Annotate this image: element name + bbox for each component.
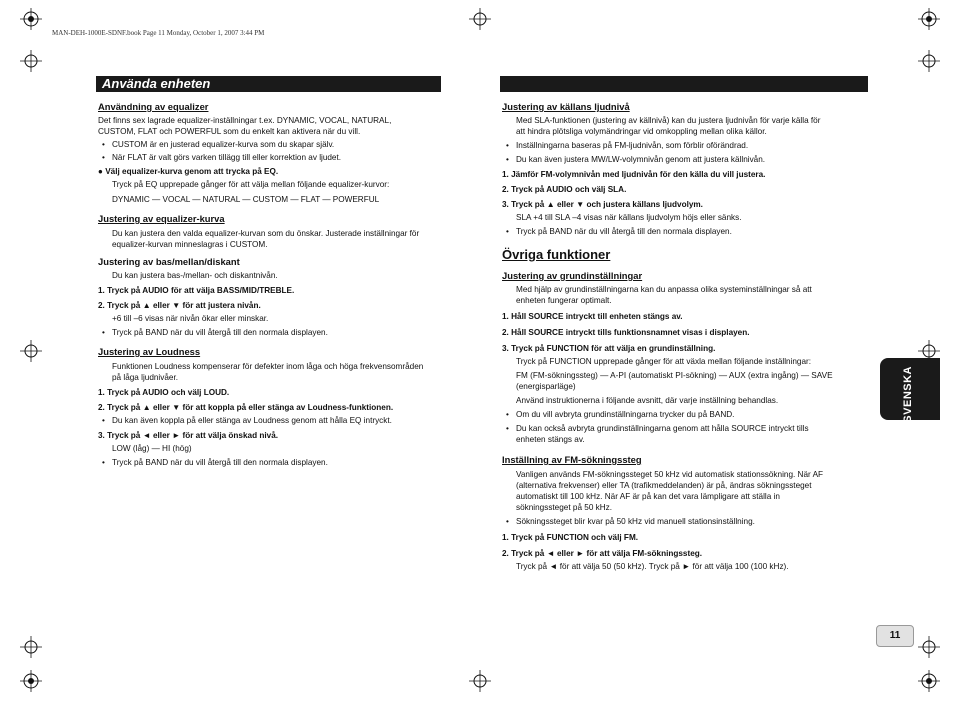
paragraph: (energisparläge) bbox=[516, 382, 576, 391]
registration-mark-icon bbox=[918, 8, 940, 30]
bullet-item: • CUSTOM är en justerad equalizer-kurva som du skapar själv. bbox=[98, 139, 458, 150]
registration-mark-icon bbox=[20, 340, 42, 362]
section-title: Justering av equalizer-kurva bbox=[98, 213, 225, 224]
bullet-item: • Om du vill avbryta grundinställningarna trycker du på BAND. bbox=[502, 409, 872, 420]
section-title: Justering av bas/mellan/diskant bbox=[98, 256, 240, 267]
registration-mark-icon bbox=[20, 636, 42, 658]
step: 2. Tryck på AUDIO och välj SLA. bbox=[502, 185, 627, 194]
registration-mark-icon bbox=[20, 50, 42, 72]
paragraph: equalizer-kurvan minneslagras i CUSTOM. bbox=[112, 240, 268, 249]
bullet-item: • När FLAT är valt görs varken tillägg till eller korrektion av ljudet. bbox=[98, 152, 458, 163]
equalizer-list: DYNAMIC — VOCAL — NATURAL — CUSTOM — FLAT — POWERFUL bbox=[112, 195, 380, 204]
registration-mark-icon bbox=[918, 670, 940, 692]
page-number: 11 bbox=[876, 625, 914, 647]
paragraph: Funktionen Loudness kompenserar för defekter inom låga och höga frekvensområden bbox=[112, 362, 424, 371]
paragraph: enheten stängs av. bbox=[516, 435, 585, 444]
step: ● Välj equalizer-kurva genom att trycka på EQ. bbox=[98, 167, 279, 176]
section-title: Justering av Loudness bbox=[98, 346, 201, 357]
bullet-item: • Inställningarna baseras på FM-ljudnivån, som förblir oförändrad. bbox=[502, 140, 872, 151]
section-title: Användning av equalizer bbox=[98, 101, 209, 112]
paragraph: SLA +4 till SLA –4 visas när källans ljudvolym höjs eller sänks. bbox=[516, 213, 742, 222]
paragraph: Du kan justera den valda equalizer-kurvan som du önskar. Justerade inställningar för bbox=[112, 229, 420, 238]
paragraph: Tryck på FUNCTION upprepade gånger för att växla mellan följande inställningar: bbox=[516, 357, 812, 366]
paragraph: FM (FM-sökningssteg) — A-PI (automatiskt PI-sökning) — AUX (extra ingång) — SAVE bbox=[516, 371, 833, 380]
paragraph: Det finns sex lagrade equalizer-inställningar t.ex. DYNAMIC, VOCAL, NATURAL, bbox=[98, 116, 392, 125]
registration-mark-icon bbox=[20, 670, 42, 692]
paragraph: LOW (låg) — HI (hög) bbox=[112, 444, 192, 453]
step: 1. Jämför FM-volymnivån med ljudnivån för den källa du vill justera. bbox=[502, 170, 766, 179]
step: 1. Tryck på AUDIO för att välja BASS/MID/TREBLE. bbox=[98, 286, 295, 295]
section-banner-right bbox=[500, 76, 868, 92]
paragraph: Tryck på EQ upprepade gånger för att välja mellan följande equalizer-kurvor: bbox=[112, 180, 390, 189]
right-column bbox=[502, 101, 872, 572]
bullet-item: • Tryck på BAND när du vill återgå till den normala displayen. bbox=[98, 327, 458, 338]
section-banner: Använda enheten bbox=[96, 76, 441, 92]
step: 2. Tryck på ▲ eller ▼ för att justera nivån. bbox=[98, 301, 261, 310]
step: 2. Tryck på ◄ eller ► för att välja FM-sökningssteg. bbox=[502, 549, 703, 558]
step: 3. Tryck på ▲ eller ▼ och justera källans ljudvolym. bbox=[502, 200, 703, 209]
step: 1. Tryck på FUNCTION och välj FM. bbox=[502, 533, 639, 542]
bullet-item: • Tryck på BAND när du vill återgå till den normala displayen. bbox=[98, 457, 458, 468]
registration-mark-icon bbox=[918, 636, 940, 658]
chapter-title: Övriga funktioner bbox=[502, 247, 611, 262]
paragraph: sökningssteget på 50 kHz. bbox=[516, 503, 613, 512]
language-tab-label: SVENSKA bbox=[902, 366, 914, 423]
paragraph: Med SLA-funktionen (justering av källnivå) kan du justera ljudnivån för varje källa för bbox=[516, 116, 821, 125]
registration-mark-icon bbox=[469, 670, 491, 692]
bullet-item: • Du kan också avbryta grundinställningarna genom att hålla SOURCE intryckt tills bbox=[502, 423, 872, 434]
step: 1. Tryck på AUDIO och välj LOUD. bbox=[98, 388, 230, 397]
paragraph: CUSTOM, FLAT och POWERFUL som du enkelt kan aktivera när du vill. bbox=[98, 127, 361, 136]
step: 3. Tryck på ◄ eller ► för att välja önskad nivå. bbox=[98, 431, 279, 440]
section-title: Justering av grundinställningar bbox=[502, 270, 643, 281]
left-column bbox=[98, 101, 458, 468]
registration-mark-icon bbox=[918, 50, 940, 72]
bullet-item: • Du kan även justera MW/LW-volymnivån genom att justera källnivån. bbox=[502, 154, 872, 165]
bullet-item: • Tryck på BAND när du vill återgå till den normala displayen. bbox=[502, 226, 872, 237]
bullet-item: • Du kan även koppla på eller stänga av Loudness genom att hålla EQ intryckt. bbox=[98, 415, 458, 426]
paragraph: att hindra plötsliga volymändringar vid omkoppling mellan olika källor. bbox=[516, 127, 767, 136]
section-title: Inställning av FM-sökningssteg bbox=[502, 454, 642, 465]
registration-mark-icon bbox=[469, 8, 491, 30]
paragraph: Tryck på ◄ för att välja 50 (50 kHz). Tryck på ► för att välja 100 (100 kHz). bbox=[516, 562, 789, 571]
paragraph: Använd instruktionerna i följande avsnitt, där varje inställning behandlas. bbox=[516, 396, 779, 405]
paragraph: (alternativa frekvenser) eller TA (trafikmeddelanden) är på, ändras sökningssteget bbox=[516, 481, 812, 490]
paragraph: Vanligen används FM-sökningssteget 50 kHz vid automatisk stationssökning. När AF bbox=[516, 470, 824, 479]
bullet-item: • Sökningssteget blir kvar på 50 kHz vid manuell stationsinställning. bbox=[502, 516, 872, 527]
paragraph: automatiskt till 100 kHz. När AF är på kan det vara lämpligare att ställa in bbox=[516, 492, 780, 501]
section-title: Justering av källans ljudnivå bbox=[502, 101, 630, 112]
registration-mark-icon bbox=[20, 8, 42, 30]
language-tab bbox=[880, 358, 940, 423]
paragraph: Du kan justera bas-/mellan- och diskantnivån. bbox=[112, 271, 278, 280]
step: 2. Tryck på ▲ eller ▼ för att koppla på eller stänga av Loudness-funktionen. bbox=[98, 403, 394, 412]
paragraph: Med hjälp av grundinställningarna kan du anpassa olika systeminställningar så att bbox=[516, 285, 812, 294]
paragraph: +6 till –6 visas när nivån ökar eller minskar. bbox=[112, 314, 269, 323]
book-file-info: MAN-DEH-1000E-SDNF.book Page 11 Monday, October 1, 2007 3:44 PM bbox=[52, 29, 265, 37]
step: 1. Håll SOURCE intryckt till enheten stängs av. bbox=[502, 312, 683, 321]
paragraph: på låga ljudnivåer. bbox=[112, 373, 179, 382]
paragraph: enheten fungerar optimalt. bbox=[516, 296, 612, 305]
step: 3. Tryck på FUNCTION för att välja en grundinställning. bbox=[502, 344, 716, 353]
step: 2. Håll SOURCE intryckt tills funktionsnamnet visas i displayen. bbox=[502, 328, 750, 337]
